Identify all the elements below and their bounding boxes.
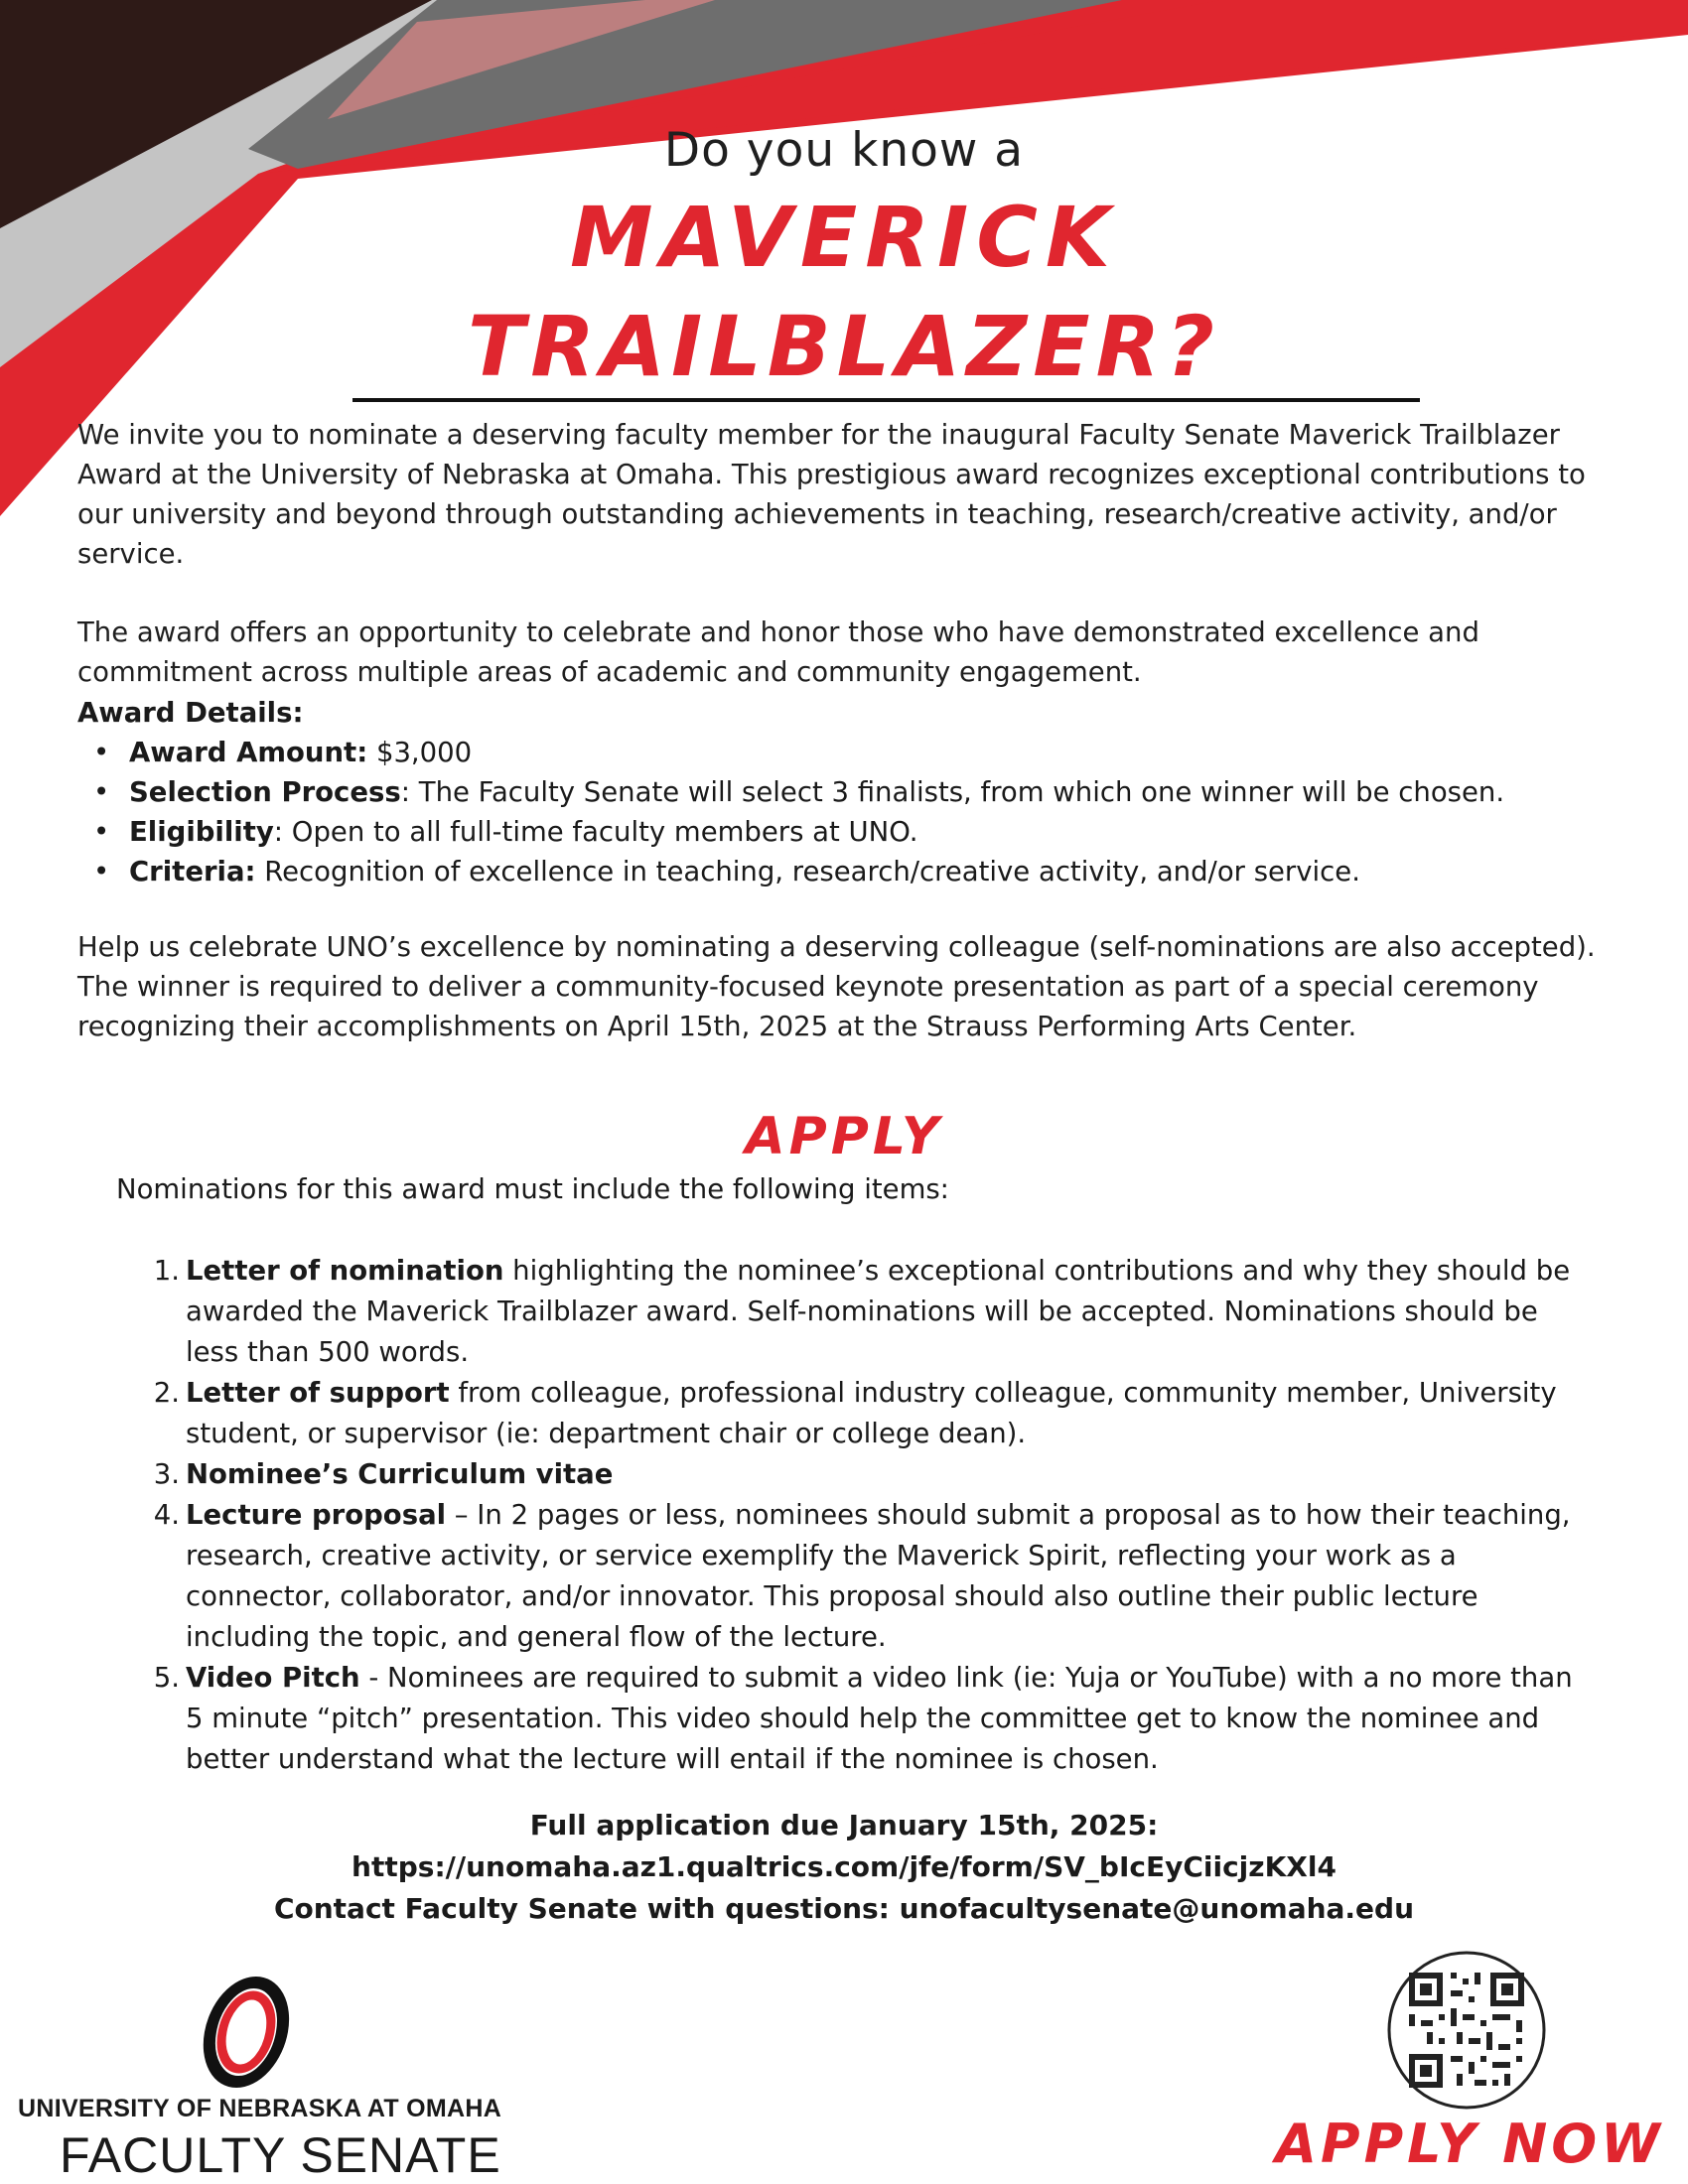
faculty-senate-name: FACULTY SENATE bbox=[60, 2127, 501, 2183]
step-label: Nominee’s Curriculum vitae bbox=[186, 1458, 614, 1490]
intro-paragraph: We invite you to nominate a deserving faculty member for the inaugural Faculty Senate Maverick Trailblazer Award at the University of Nebraska at Omaha. This prestigious award recognizes exceptional contributions to our university and beyond through outstanding achievements in teaching, research/creative activity, and/or service. bbox=[77, 419, 1586, 570]
university-name: UNIVERSITY OF NEBRASKA AT OMAHA bbox=[18, 2095, 502, 2122]
detail-text: : The Faculty Senate will select 3 finalists, from which one winner will be chosen. bbox=[400, 776, 1505, 808]
step-text: - Nominees are required to submit a video link (ie: Yuja or YouTube) with a no more than 5 minute “pitch” presentation. This video should help the committee get to know the nominee and better understand what the lecture will entail if the nominee is chosen. bbox=[186, 1662, 1573, 1775]
help-paragraph: Help us celebrate UNO’s excellence by nominating a deserving colleague (self-nominations are also accepted). The winner is required to deliver a community-focused keynote presentation as part of a special ceremony recognizing their accomplishments on April 15th, 2025 at the Strauss Performing Arts Center. bbox=[77, 931, 1596, 1042]
title-underline bbox=[352, 398, 1420, 402]
detail-label: Criteria: bbox=[129, 856, 256, 887]
step-lecture-proposal bbox=[144, 1495, 1574, 1658]
application-link[interactable]: https://unomaha.az1.qualtrics.com/jfe/form/SV_bIcEyCiicjzKXl4 bbox=[352, 1850, 1336, 1883]
detail-selection-process bbox=[89, 772, 1638, 812]
apply-heading: APPLY bbox=[745, 1107, 943, 1166]
due-date: Full application due January 15th, 2025: bbox=[529, 1809, 1159, 1842]
bullet-icon: • bbox=[93, 856, 110, 887]
title-line-2: TRAILBLAZER? bbox=[467, 298, 1221, 395]
detail-label: Selection Process bbox=[129, 776, 401, 808]
apply-now-label: APPLY NOW bbox=[1275, 2113, 1664, 2175]
step-text: highlighting the nominee’s exceptional contributions and why they should be awarded the Maverick Trailblazer award. Self-nominations will be accepted. Nominations should be less than 500 words. bbox=[186, 1255, 1571, 1368]
step-label: Video Pitch bbox=[186, 1662, 360, 1694]
deadline-block bbox=[0, 1805, 1688, 1930]
award-details-heading: Award Details: bbox=[77, 697, 304, 729]
contact-line: Contact Faculty Senate with questions: unofacultysenate@unomaha.edu bbox=[273, 1892, 1415, 1925]
step-text: from colleague, professional industry colleague, community member, University student, or supervisor (ie: department chair or college dean). bbox=[186, 1377, 1557, 1449]
step-label: Letter of nomination bbox=[186, 1255, 504, 1287]
bullet-icon: • bbox=[93, 816, 110, 848]
step-number: 5. bbox=[153, 1662, 180, 1694]
step-number: 3. bbox=[153, 1458, 180, 1490]
step-number: 1. bbox=[153, 1255, 180, 1287]
uno-o-logo-icon bbox=[195, 1976, 294, 2090]
step-number: 2. bbox=[153, 1377, 180, 1409]
step-text: – In 2 pages or less, nominees should submit a proposal as to how their teaching, research, creative activity, or service exemplify the Maverick Spirit, reflecting your work as a connector, collaborator, and/or innovator. This proposal should also outline their public lecture including the topic, and general flow of the lecture. bbox=[186, 1499, 1571, 1653]
award-description: The award offers an opportunity to celebrate and honor those who have demonstrated excellence and commitment across multiple areas of academic and community engagement. bbox=[77, 616, 1479, 688]
qr-code-icon[interactable] bbox=[1387, 1951, 1546, 2110]
detail-award-amount bbox=[89, 733, 1638, 772]
step-number: 4. bbox=[153, 1499, 180, 1531]
step-video-pitch bbox=[144, 1658, 1574, 1780]
detail-text: $3,000 bbox=[367, 737, 473, 768]
step-label: Letter of support bbox=[186, 1377, 450, 1409]
pre-title: Do you know a bbox=[663, 123, 1025, 178]
title-line-1: MAVERICK bbox=[570, 189, 1118, 286]
bullet-icon: • bbox=[93, 737, 110, 768]
detail-eligibility bbox=[89, 812, 1638, 852]
nominations-intro: Nominations for this award must include the following items: bbox=[116, 1173, 949, 1205]
award-details-list bbox=[89, 733, 1638, 891]
detail-label: Eligibility bbox=[129, 816, 274, 848]
nomination-items-list bbox=[144, 1251, 1574, 1780]
step-letter-of-support bbox=[144, 1373, 1574, 1454]
detail-text: : Open to all full-time faculty members at UNO. bbox=[273, 816, 918, 848]
step-letter-of-nomination bbox=[144, 1251, 1574, 1373]
detail-label: Award Amount: bbox=[129, 737, 368, 768]
step-label: Lecture proposal bbox=[186, 1499, 447, 1531]
detail-text: Recognition of excellence in teaching, research/creative activity, and/or service. bbox=[255, 856, 1360, 887]
step-curriculum-vitae bbox=[144, 1454, 1574, 1495]
bullet-icon: • bbox=[93, 776, 110, 808]
detail-criteria bbox=[89, 852, 1638, 891]
